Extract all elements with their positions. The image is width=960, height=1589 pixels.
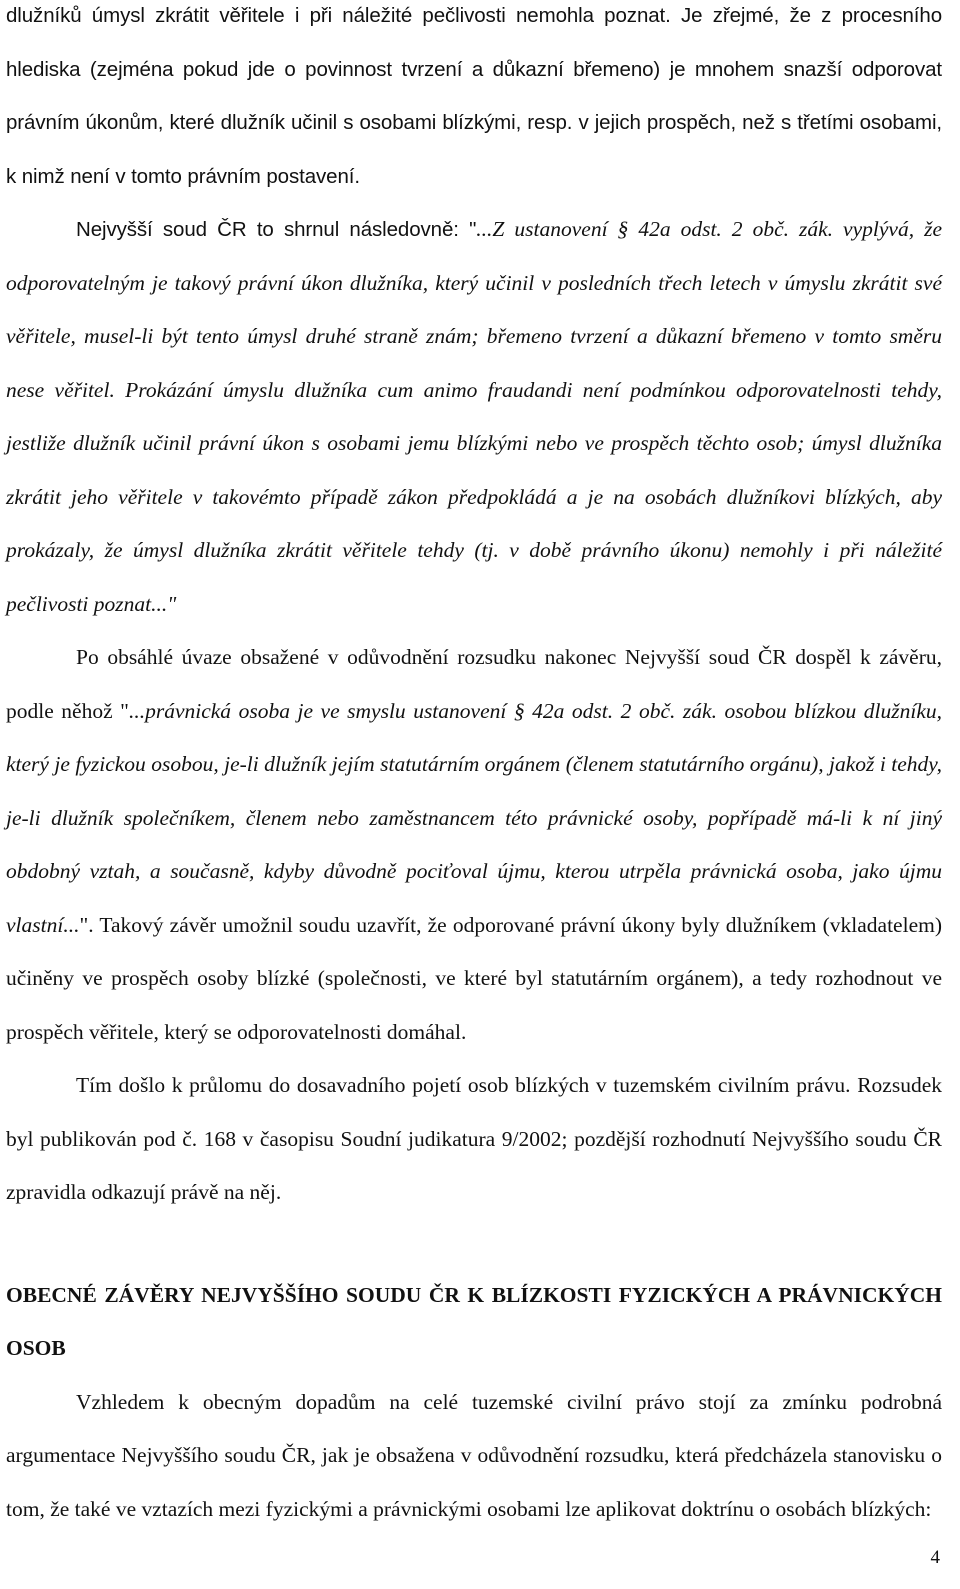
quote-intro: Nejvyšší soud ČR to shrnul následovně: "	[76, 218, 477, 241]
document-page	[6, 0, 942, 1536]
conclusion-rest: ". Takový závěr umožnil soudu uzavřít, že odporované právní úkony byly dlužníkem (vkladatelem) učiněny ve prospěch osoby blízké (společnosti, ve které byl statutárním orgánem), a tedy rozhodnout ve prospěch věřitele, který se odporovatelnosti domáhal.	[6, 912, 942, 1044]
conclusion-intro: Po obsáhlé úvaze obsažené v odůvodnění rozsudku nakonec Nejvyšší soud ČR dospěl k závěru, podle něhož "	[6, 645, 942, 723]
page-number: 4	[930, 1547, 940, 1568]
paragraph-breakthrough: Tím došlo k průlomu do dosavadního pojetí osob blízkých v tuzemském civilním právu. Rozsudek byl publikován pod č. 168 v časopisu Soudní judikatura 9/2002; pozdější rozhodnutí Nejvyššího soudu ČR zpravidla odkazují právě na něj.	[6, 1073, 942, 1204]
paragraph-supreme-court-summary	[6, 203, 942, 631]
paragraph-court-conclusion	[6, 631, 942, 1059]
section-heading: OBECNÉ ZÁVĚRY NEJVYŠŠÍHO SOUDU ČR K BLÍZKOSTI FYZICKÝCH A PRÁVNICKÝCH OSOB	[6, 1282, 942, 1360]
paragraph-general-impacts: Vzhledem k obecným dopadům na celé tuzemské civilní právo stojí za zmínku podrobná argumentace Nejvyššího soudu ČR, jak je obsažena v odůvodnění rozsudku, která předcházela stanovisku o tom, že také ve vztazích mezi fyzickými a právnickými osobami lze aplikovat doktrínu o osobách blízkých:	[6, 1389, 942, 1521]
quote-text: ...Z ustanovení § 42a odst. 2 obč. zák. vyplývá, že odporovatelným je takový právní úkon dlužníka, který učinil v posledních třech letech v úmyslu zkrátit své věřitele, musel-li být tento úmysl druhé straně znám; břemeno tvrzení a důkazní břemeno v tomto směru nese věřitel. Prokázání úmyslu dlužníka cum animo fraudandi není podmínkou odporovatelnosti tehdy, jestliže dlužník učinil právní úkon s osobami jemu blízkými nebo ve prospěch těchto osob; úmysl dlužníka zkrátit jeho věřitele v takovémto případě zákon předpokládá a je na osobách dlužníkovi blízkých, aby prokázaly, že úmysl dlužníka zkrátit věřitele tehdy (tj. v době právního úkonu) nemohly i při náležité pečlivosti poznat...	[6, 217, 942, 616]
paragraph-creditor-intent: dlužníků úmysl zkrátit věřitele i při náležité pečlivosti nemohla poznat. Je zřejmé, že z procesního hlediska (zejména pokud jde o povinnost tvrzení a důkazní břemeno) je mnohem snazší odporovat právním úkonům, které dlužník učinil s osobami blízkými, resp. v jejich prospěch, než s třetími osobami, k nimž není v tomto právním postavení.	[6, 4, 942, 188]
conclusion-quote: ...právnická osoba je ve smyslu ustanovení § 42a odst. 2 obč. zák. osobou blízkou dlužníku, který je fyzickou osobou, je-li dlužník jejím statutárním orgánem (členem statutárního orgánu), jakož i tehdy, je-li dlužník společníkem, členem nebo zaměstnancem této právnické osoby, popřípadě má-li k ní jiný obdobný vztah, a současně, kdyby důvodně pociťoval újmu, kterou utrpěla právnická osoba, jako újmu vlastní...	[6, 698, 942, 937]
quote-close: "	[167, 591, 177, 616]
